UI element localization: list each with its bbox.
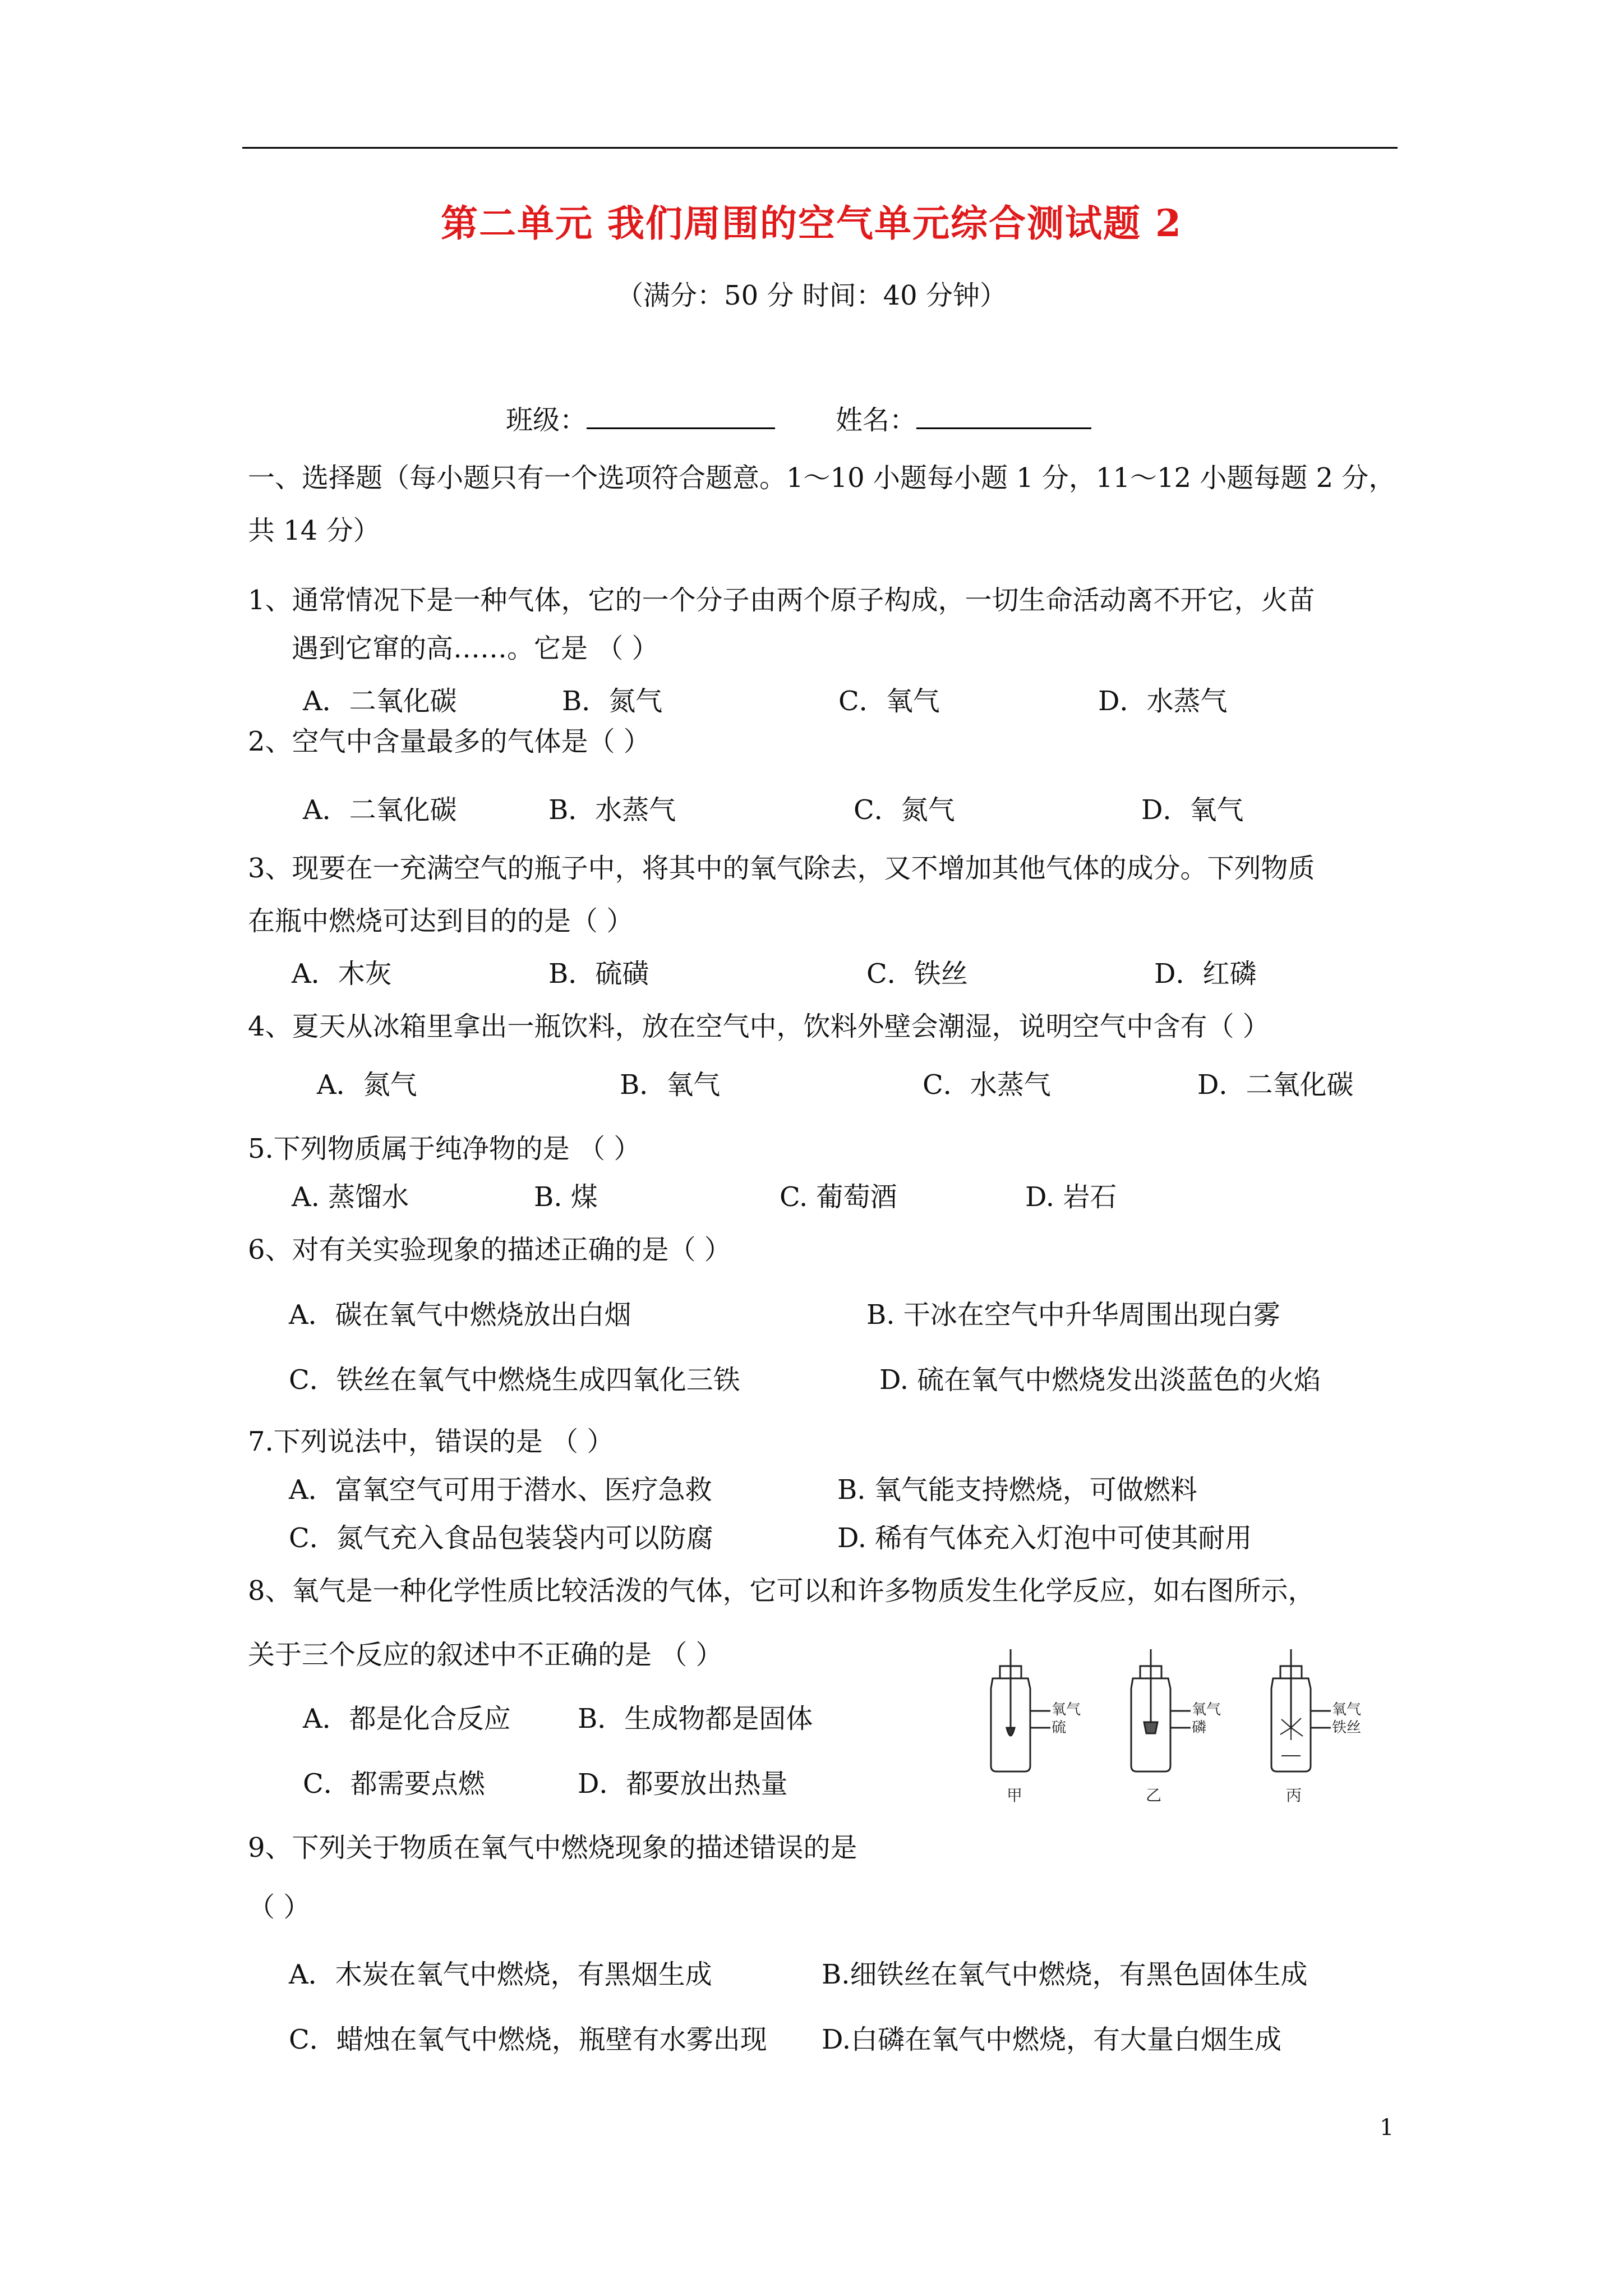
jar-yi-label-1: 氧气	[1192, 1701, 1221, 1718]
q8-option-a: A．都是化合反应	[303, 1703, 511, 1734]
q2-option-d: D．氧气	[1141, 794, 1244, 826]
q7-stem: 7.下列说法中，错误的是 （ ）	[248, 1426, 614, 1457]
jar-yi	[1131, 1649, 1191, 1772]
q6-option-c: C．铁丝在氧气中燃烧生成四氧化三铁	[289, 1364, 740, 1396]
q3-stem-cont: 在瓶中燃烧可达到目的的是（ ）	[248, 905, 634, 937]
q5-option-b: B. 煤	[534, 1181, 598, 1213]
q2-option-b: B．水蒸气	[548, 794, 676, 826]
jar-jia	[991, 1649, 1050, 1772]
q8-option-c: C．都需要点燃	[303, 1768, 485, 1800]
q8-stem-cont: 关于三个反应的叙述中不正确的是 （ ）	[248, 1639, 723, 1671]
jars-illustration	[984, 1644, 1427, 1806]
q3-option-b: B．硫磺	[548, 958, 649, 990]
q8-stem: 8、氧气是一种化学性质比较活泼的气体，它可以和许多物质发生化学反应，如右图所示，	[248, 1575, 1315, 1607]
page-title: 第二单元 我们周围的空气单元综合测试题 2	[441, 201, 1182, 245]
q6-stem: 6、对有关实验现象的描述正确的是（ ）	[248, 1234, 731, 1266]
section-heading-cont: 共 14 分）	[248, 515, 380, 546]
jar-bing-caption: 丙	[1286, 1786, 1302, 1805]
q9-option-d: D.白磷在氧气中燃烧，有大量白烟生成	[822, 2024, 1282, 2055]
q5-option-c: C. 葡萄酒	[780, 1181, 897, 1213]
q6-option-b: B. 干冰在空气中升华周围出现白雾	[866, 1299, 1280, 1331]
q2-option-a: A．二氧化碳	[303, 794, 457, 826]
class-field	[506, 403, 775, 437]
jar-yi-caption: 乙	[1146, 1786, 1162, 1805]
section-heading: 一、选择题（每小题只有一个选项符合题意。1～10 小题每小题 1 分，11～12 小题每题 2 分，	[248, 462, 1396, 494]
q9-option-a: A．木炭在氧气中燃烧，有黑烟生成	[289, 1959, 712, 1990]
q4-stem: 4、夏天从冰箱里拿出一瓶饮料，放在空气中，饮料外壁会潮湿，说明空气中含有（ ）	[248, 1011, 1270, 1042]
name-label: 姓名：	[836, 404, 917, 436]
jar-bing-label-2: 铁丝	[1332, 1719, 1362, 1736]
q9-stem: 9、下列关于物质在氧气中燃烧现象的描述错误的是	[248, 1832, 857, 1864]
q6-option-a: A．碳在氧气中燃烧放出白烟	[289, 1299, 631, 1331]
q1-option-b: B．氮气	[562, 685, 663, 717]
q3-stem: 3、现要在一充满空气的瓶子中，将其中的氧气除去，又不增加其他气体的成分。下列物质	[248, 853, 1315, 884]
q5-option-a: A. 蒸馏水	[292, 1181, 409, 1213]
q4-option-d: D．二氧化碳	[1197, 1069, 1354, 1101]
score-time-info: （满分：50 分 时间：40 分钟）	[616, 280, 1007, 311]
q8-option-d: D．都要放出热量	[578, 1768, 788, 1800]
class-blank[interactable]	[587, 403, 775, 429]
header-rule	[242, 147, 1398, 149]
q3-option-d: D．红磷	[1154, 958, 1257, 990]
q7-option-b: B. 氧气能支持燃烧，可做燃料	[837, 1474, 1197, 1506]
q6-option-d: D. 硫在氧气中燃烧发出淡蓝色的火焰	[879, 1364, 1321, 1396]
jar-bing	[1271, 1649, 1331, 1772]
q1-option-c: C．氧气	[838, 685, 940, 717]
jar-jia-label-1: 氧气	[1052, 1701, 1081, 1718]
q2-stem: 2、空气中含量最多的气体是（ ）	[248, 726, 651, 757]
name-field	[836, 403, 1091, 437]
jar-jia-label-2: 硫	[1052, 1719, 1067, 1736]
q1-option-d: D．水蒸气	[1098, 685, 1228, 717]
name-blank[interactable]	[916, 403, 1091, 429]
q3-option-c: C．铁丝	[866, 958, 968, 990]
jar-bing-label-1: 氧气	[1332, 1701, 1362, 1718]
q2-option-c: C．氮气	[854, 794, 955, 826]
q7-option-d: D. 稀有气体充入灯泡中可使其耐用	[837, 1522, 1252, 1554]
q4-option-b: B．氧气	[620, 1069, 721, 1101]
q3-option-a: A．木灰	[292, 958, 392, 990]
q1-stem: 1、通常情况下是一种气体，它的一个分子由两个原子构成，一切生命活动离不开它，火苗	[248, 585, 1315, 616]
q1-option-a: A．二氧化碳	[303, 685, 457, 717]
q7-option-c: C．氮气充入食品包装袋内可以防腐	[289, 1522, 713, 1554]
q8-option-b: B．生成物都是固体	[578, 1703, 813, 1734]
q5-stem: 5.下列物质属于纯净物的是 （ ）	[248, 1133, 641, 1165]
q7-option-a: A．富氧空气可用于潜水、医疗急救	[289, 1474, 712, 1506]
jar-jia-caption: 甲	[1007, 1786, 1023, 1805]
q9-option-c: C．蜡烛在氧气中燃烧，瓶壁有水雾出现	[289, 2024, 767, 2055]
class-label: 班级：	[506, 404, 587, 436]
q5-option-d: D. 岩石	[1025, 1181, 1117, 1213]
q1-stem-cont: 遇到它窜的高……。它是 （ ）	[292, 633, 659, 664]
q4-option-c: C．水蒸气	[923, 1069, 1051, 1101]
q9-option-b: B.细铁丝在氧气中燃烧，有黑色固体生成	[822, 1959, 1308, 1990]
q9-stem-cont: （ ）	[248, 1892, 311, 1923]
page-number: 1	[1380, 2115, 1394, 2141]
combustion-jars-figure	[984, 1644, 1427, 1806]
jar-yi-label-2: 磷	[1192, 1719, 1207, 1736]
q4-option-a: A．氮气	[317, 1069, 417, 1101]
